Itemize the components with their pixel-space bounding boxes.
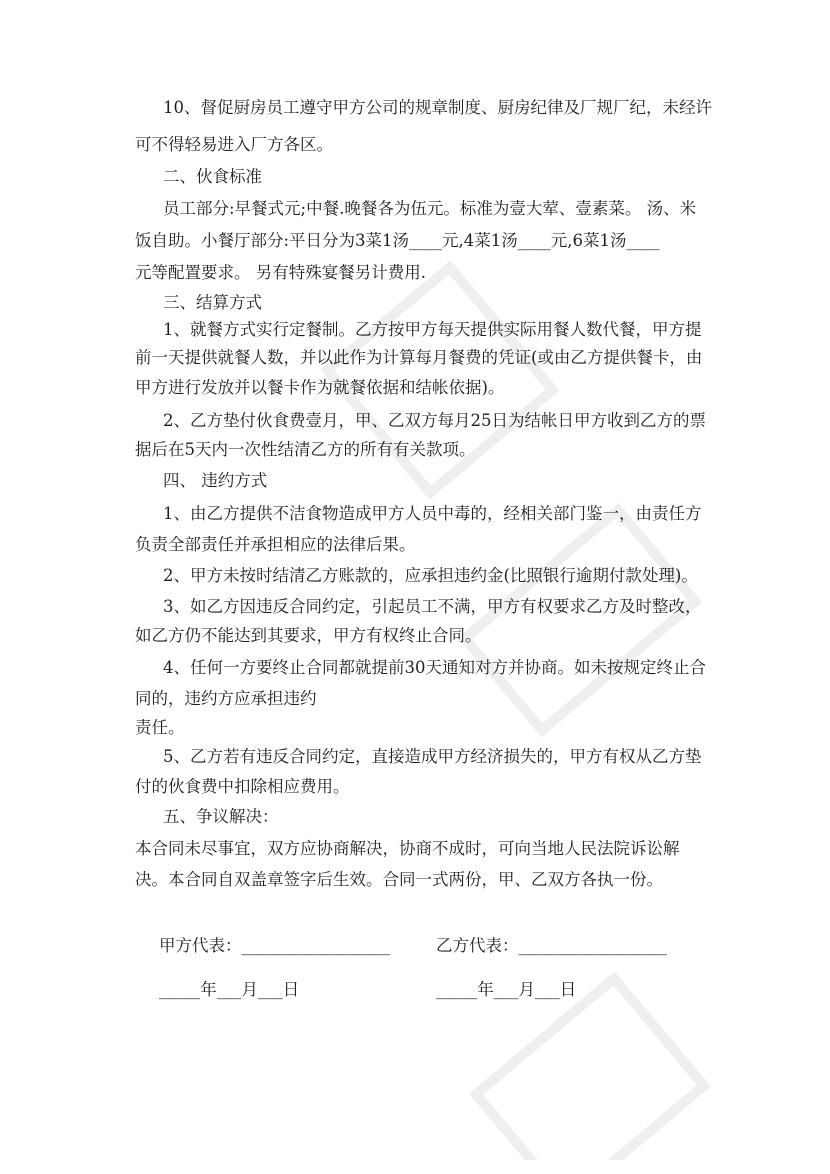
text-line: 1、由乙方提供不洁食物造成甲方人员中毒的，经相关部门鉴一，由责任方: [163, 504, 702, 523]
text-line: 饭自助。小餐厅部分:平日分为3菜1汤____元,4菜1汤____元,6菜1汤____: [135, 231, 660, 250]
section-heading: 二、伙食标准: [163, 167, 262, 186]
party-b-signature-label: 乙方代表：__________________: [436, 936, 667, 955]
text-line: 可不得轻易进入厂方各区。: [135, 135, 333, 154]
text-line: 如乙方仍不能达到其要求，甲方有权终止合同。: [135, 626, 482, 645]
text-line: 5、乙方若有违反合同约定，直接造成甲方经济损失的，甲方有权从乙方垫: [163, 747, 702, 766]
text-line: 据后在5天内一次性结清乙方的所有有关款项。: [135, 440, 476, 459]
party-a-signature-label: 甲方代表：__________________: [159, 936, 390, 955]
text-line: 前一天提供就餐人数，并以此作为计算每月餐费的凭证(或由乙方提供餐卡，由: [135, 348, 703, 367]
text-line: 甲方进行发放并以餐卡作为就餐依据和结帐依据)。: [135, 378, 505, 397]
section-heading: 四、 违约方式: [163, 471, 268, 490]
section-heading: 三、结算方式: [163, 293, 262, 312]
text-line: 2、甲方未按时结清乙方账款的，应承担违约金(比照银行逾期付款处理)。: [163, 566, 698, 585]
text-line: 负责全部责任并承担相应的法律后果。: [135, 535, 416, 554]
text-line: 付的伙食费中扣除相应费用。: [135, 777, 350, 796]
text-line: 本合同未尽事宜，双方应协商解决，协商不成时，可向当地人民法院诉讼解: [135, 839, 680, 858]
party-b-date-line: _____年___月___日: [436, 980, 577, 999]
text-line: 决。本合同自双盖章签字后生效。合同一式两份，甲、乙双方各执一份。: [135, 870, 663, 889]
text-line: 3、如乙方因违反合同约定，引起员工不满，甲方有权要求乙方及时整改，: [163, 597, 702, 616]
text-line: 1、就餐方式实行定餐制。乙方按甲方每天提供实际用餐人数代餐，甲方提: [163, 320, 702, 339]
party-a-date-line: _____年___月___日: [159, 980, 300, 999]
text-line: 员工部分:早餐式元;中餐.晚餐各为伍元。标准为壹大荤、壹素菜。 汤、米: [163, 199, 697, 218]
section-heading: 五、争议解决：: [163, 807, 279, 826]
text-line: 责任。: [135, 718, 185, 737]
text-line: 10、督促厨房员工遵守甲方公司的规章制度、厨房纪律及厂规厂纪，未经许: [163, 98, 712, 117]
text-line: 4、任何一方要终止合同都就提前30天通知对方并协商。如未按规定终止合: [163, 658, 706, 677]
text-line: 元等配置要求。 另有特殊宴餐另计费用.: [135, 263, 426, 282]
text-line: 同的，违约方应承担违约: [135, 689, 317, 708]
text-line: 2、乙方垫付伙食费壹月，甲、乙双方每月25日为结帐日甲方收到乙方的票: [163, 411, 706, 430]
